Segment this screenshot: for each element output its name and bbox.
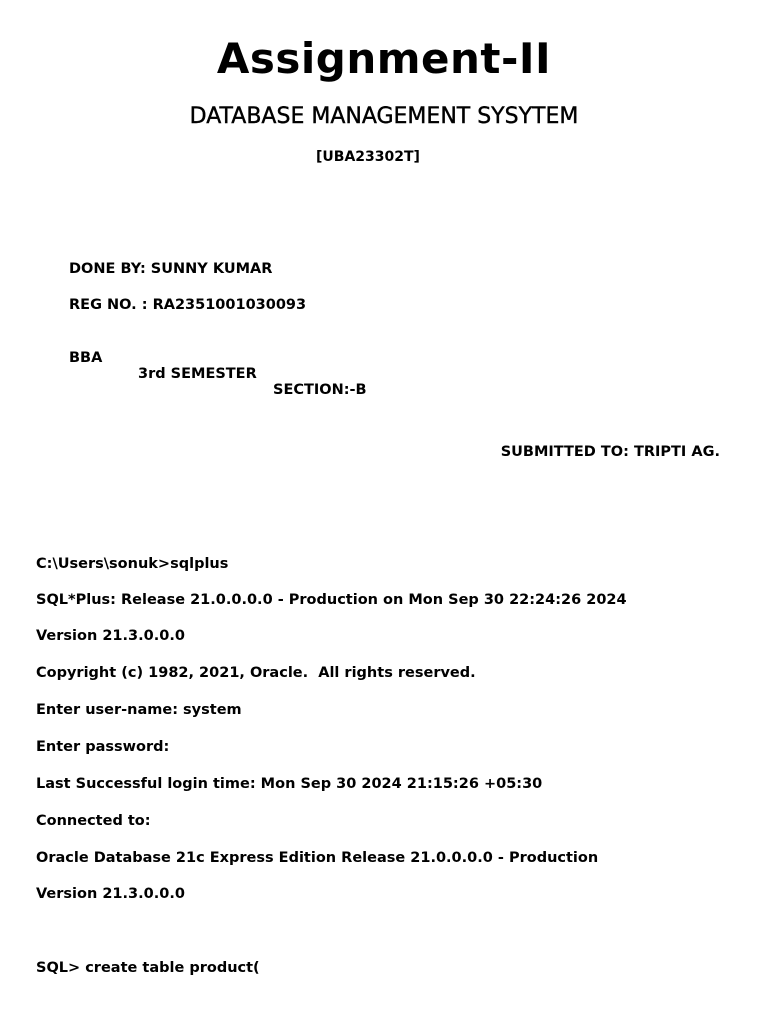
terminal-line: SQL*Plus: Release 21.0.0.0.0 - Production on Mon Sep 30 22:24:26 2024 (36, 592, 627, 608)
terminal-line: Enter user-name: system (36, 702, 242, 718)
semester: 3rd SEMESTER (138, 366, 257, 382)
section: SECTION:-B (273, 382, 367, 398)
terminal-line: Version 21.3.0.0.0 (36, 628, 185, 644)
program-line (69, 334, 469, 398)
terminal-line: SQL> create table product( (36, 960, 260, 976)
page-title: Assignment-II (216, 34, 552, 83)
terminal-line: C:\Users\sonuk>sqlplus (36, 556, 229, 572)
course-code: [UBA23302T] (316, 149, 420, 165)
submitted-to: SUBMITTED TO: TRIPTI AG. (500, 444, 720, 460)
terminal-line: Enter password: (36, 739, 170, 755)
done-by: DONE BY: SUNNY KUMAR (69, 261, 273, 277)
program: BBA (69, 350, 103, 366)
terminal-line: Last Successful login time: Mon Sep 30 2024 21:15:26 +05:30 (36, 776, 543, 792)
terminal-line: Version 21.3.0.0.0 (36, 886, 185, 902)
terminal-line: Copyright (c) 1982, 2021, Oracle. All rights reserved. (36, 665, 476, 681)
page-subtitle: DATABASE MANAGEMENT SYSYTEM (189, 104, 579, 129)
reg-no: REG NO. : RA2351001030093 (69, 297, 307, 313)
terminal-line: Oracle Database 21c Express Edition Release 21.0.0.0.0 - Production (36, 850, 599, 866)
terminal-line: Connected to: (36, 813, 151, 829)
